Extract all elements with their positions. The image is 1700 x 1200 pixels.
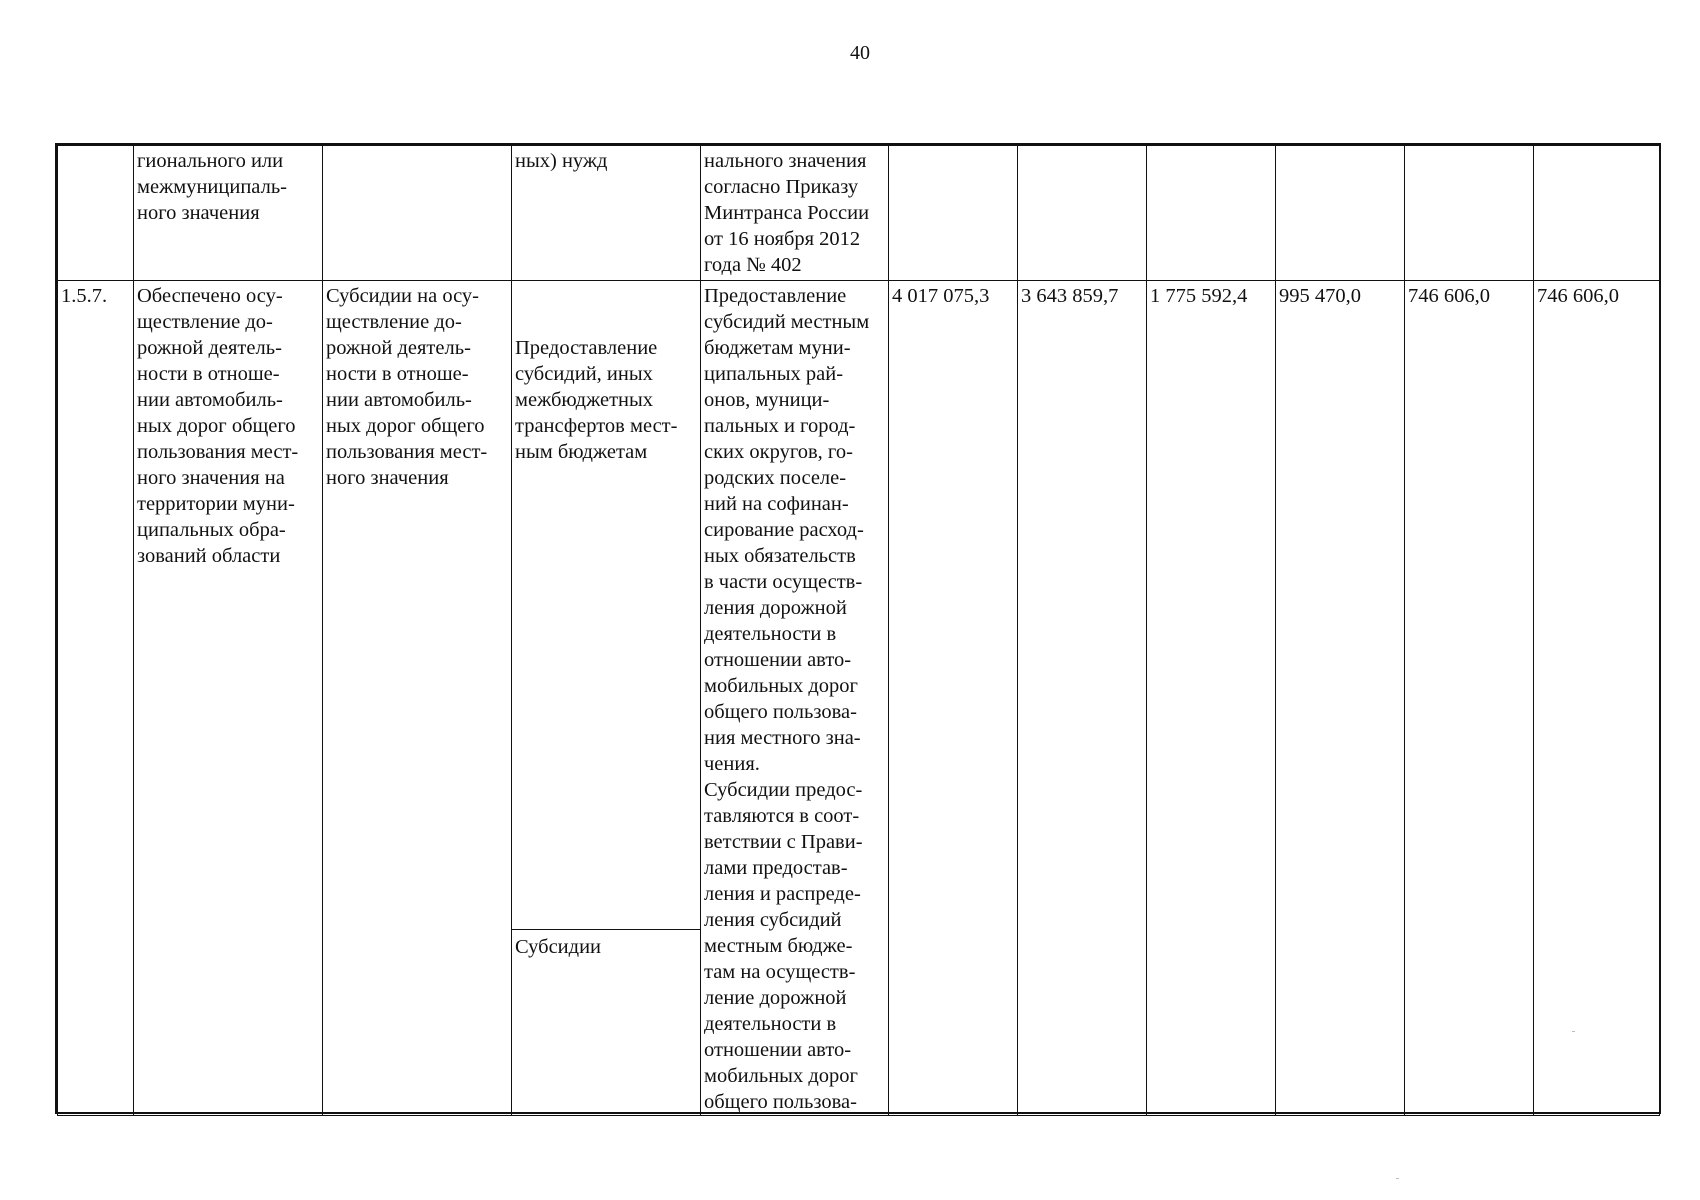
cell-description: Предоставление субсидий местным бюджетам муни- ципальных рай- онов, муници- пальных и город- ских округов, го- родских поселе- ний на софинан- сирование расход- ных обязательств в части осуществ- ления дорожной деятельности в отношении авто- мобильных дорог общего пользова- ния местного зна- чения. Субсидии предос- тавляются в соот- ветствии с Прави- лами предостав- ления и распреде- ления субсидий местным бюдже- там на осуществ- ление дорожной деятельности в отношении авто- мобильных дорог общего пользова- (701, 281, 889, 1116)
cell-value (1534, 146, 1660, 281)
cell-value (1147, 146, 1276, 281)
cell-type: ных) нужд (512, 146, 701, 281)
cell-value (1405, 146, 1534, 281)
scan-speck (1572, 1031, 1575, 1032)
cell-value: 995 470,0 (1276, 281, 1405, 1116)
cell-description: нального значения согласно Приказу Минтранса России от 16 ноября 2012 года № 402 (701, 146, 889, 281)
cell-value: 1 775 592,4 (1147, 281, 1276, 1116)
cell-value (1276, 146, 1405, 281)
cell-value (1018, 146, 1147, 281)
cell-number: 1.5.7. (58, 281, 134, 1116)
scan-speck (1396, 1178, 1399, 1179)
cell-result: гионального или межмуниципаль- ного значения (134, 146, 323, 281)
cell-type-bottom: Субсидии (512, 929, 700, 960)
cell-value: 746 606,0 (1405, 281, 1534, 1116)
cell-measure: Субсидии на осу- ществление до- рожной деятель- ности в отноше- нии автомобиль- ных дорог общего пользования мест- ного значения (323, 281, 512, 1116)
document-table (57, 145, 1660, 1116)
cell-value: 3 643 859,7 (1018, 281, 1147, 1116)
cell-type (512, 281, 701, 1116)
cell-value: 4 017 075,3 (889, 281, 1018, 1116)
cell-value: 746 606,0 (1534, 281, 1660, 1116)
cell-type-split (515, 309, 698, 1116)
cell-value (889, 146, 1018, 281)
cell-result: Обеспечено осу- ществление до- рожной деятель- ности в отноше- нии автомобиль- ных дорог общего пользования мест- ного значения на территории муни- ципальных обра- зований области (134, 281, 323, 1116)
cell-measure (323, 146, 512, 281)
page-number: 40 (850, 42, 870, 64)
cell-type-top: Предоставление субсидий, иных межбюджетных трансфертов мест- ным бюджетам (515, 337, 678, 463)
cell-number (58, 146, 134, 281)
table-row-continuation (58, 146, 1660, 281)
table-row-1-5-7 (58, 281, 1660, 1116)
document-table-frame (55, 143, 1661, 1114)
